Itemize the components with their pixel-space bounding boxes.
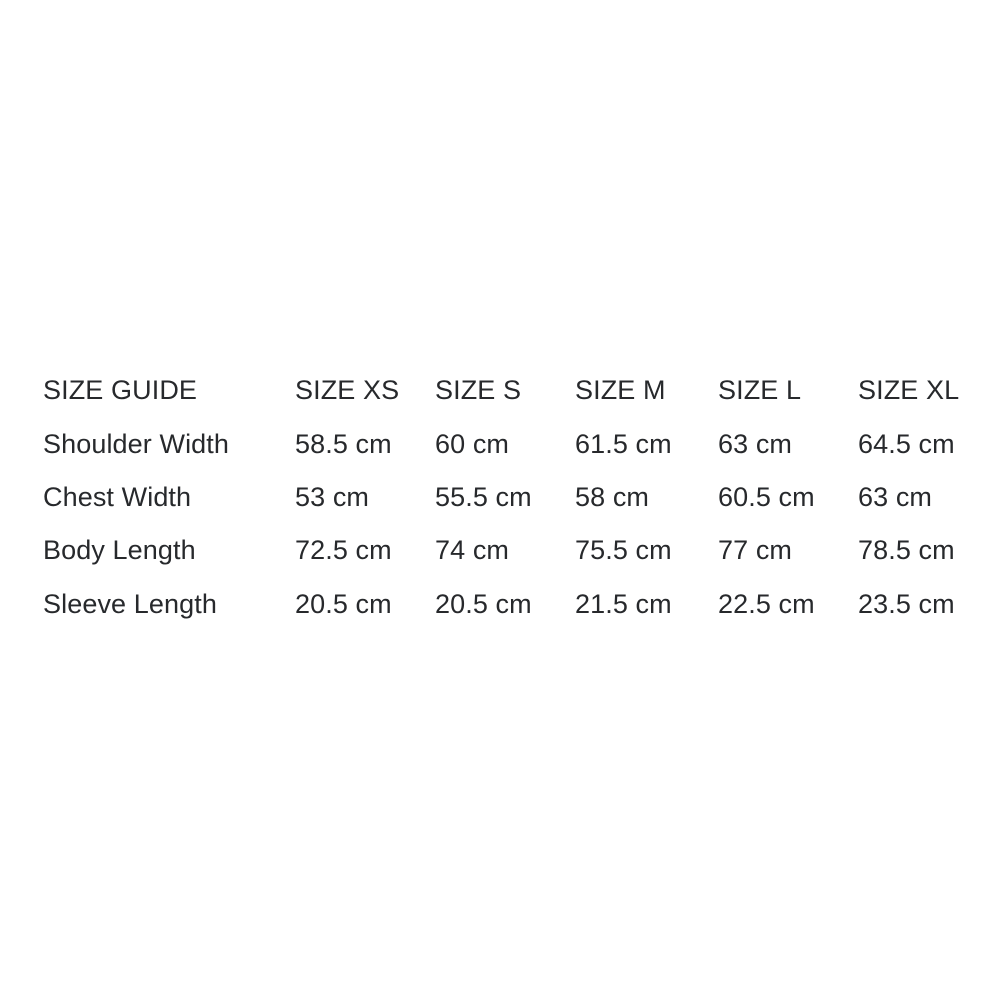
column-header-size-xl: SIZE XL xyxy=(858,375,960,406)
measurement-value: 20.5 cm xyxy=(435,588,532,619)
row-label: Body Length xyxy=(43,535,196,566)
column-header-size-m: SIZE M xyxy=(575,375,666,406)
measurement-value: 75.5 cm xyxy=(575,535,672,566)
column-header-size-xs: SIZE XS xyxy=(295,375,400,406)
size-guide-header-row xyxy=(43,364,1000,417)
row-label: Sleeve Length xyxy=(43,588,217,619)
table-row-chest-width xyxy=(43,471,1000,524)
measurement-value: 22.5 cm xyxy=(718,588,815,619)
column-header-size-l: SIZE L xyxy=(718,375,802,406)
measurement-value: 63 cm xyxy=(858,481,933,512)
table-row-shoulder-width xyxy=(43,417,1000,470)
column-header-size-s: SIZE S xyxy=(435,375,522,406)
measurement-value: 55.5 cm xyxy=(435,481,532,512)
measurement-value: 77 cm xyxy=(718,535,793,566)
row-label: Shoulder Width xyxy=(43,428,229,459)
measurement-value: 23.5 cm xyxy=(858,588,955,619)
measurement-value: 60 cm xyxy=(435,428,510,459)
measurement-value: 72.5 cm xyxy=(295,535,392,566)
measurement-value: 21.5 cm xyxy=(575,588,672,619)
measurement-value: 58 cm xyxy=(575,481,650,512)
measurement-value: 53 cm xyxy=(295,481,370,512)
measurement-value: 58.5 cm xyxy=(295,428,392,459)
table-row-sleeve-length xyxy=(43,578,1000,631)
measurement-value: 64.5 cm xyxy=(858,428,955,459)
row-label: Chest Width xyxy=(43,481,192,512)
measurement-value: 63 cm xyxy=(718,428,793,459)
measurement-value: 78.5 cm xyxy=(858,535,955,566)
size-guide-title: SIZE GUIDE xyxy=(43,375,198,406)
measurement-value: 61.5 cm xyxy=(575,428,672,459)
measurement-value: 74 cm xyxy=(435,535,510,566)
measurement-value: 60.5 cm xyxy=(718,481,815,512)
measurement-value: 20.5 cm xyxy=(295,588,392,619)
table-row-body-length xyxy=(43,524,1000,577)
size-guide-table xyxy=(43,364,1000,631)
